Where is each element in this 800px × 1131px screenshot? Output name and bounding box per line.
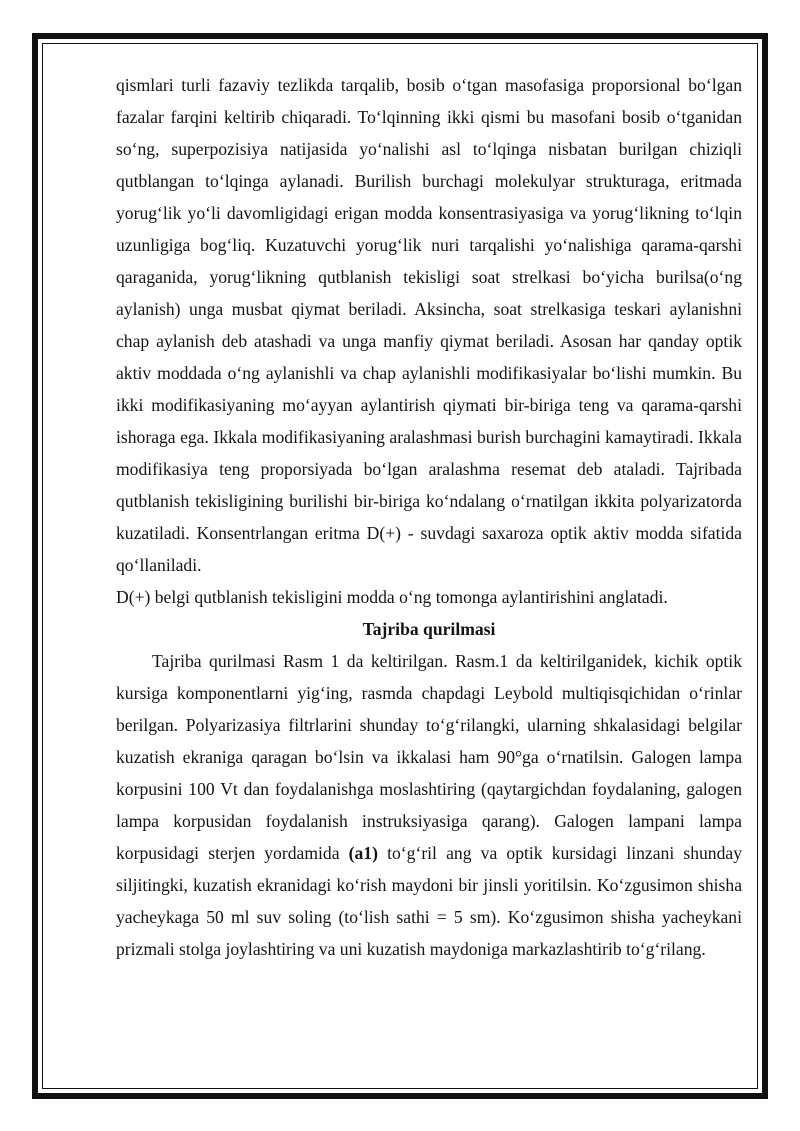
setup-ref-a1: (a1) — [348, 843, 378, 863]
setup-text-part1: Tajriba qurilmasi Rasm 1 da keltirilgan. Rasm.1 da keltirilganidek, kichik optik kursiga komponentlarni yig‘ing, rasmda chapdagi Leybold multiqisqichidan o‘rinlar berilgan. Polyarizasiya filtrlarini shunday to‘g‘rilangki, ularning shkalasidagi belgilar kuzatish ekraniga qaragan bo‘lsin va ikkalasi ham 90°ga o‘rnatilsin. Galogen lampa korpusini 100 Vt dan foydalanishga moslashtiring (qaytargichdan foydalaning, galogen lampa korpusidan foydalanish instruksiyasiga qarang). Galogen lampani lampa korpusidagi sterjen yordamida — [116, 651, 742, 863]
section-heading: Tajriba qurilmasi — [362, 619, 496, 639]
document-body — [116, 69, 742, 965]
setup-text-part2: to‘g‘ril ang va optik kursidagi linzani shunday siljitingki, kuzatish ekranidagi ko‘rish maydoni bir jinsli yoritilsin. Ko‘zgusimon shisha yacheykaga 50 ml suv soling (to‘lish sathi = 5 sm). Ko‘zgusimon shisha yacheykani prizmali stolga joylashtiring va uni kuzatish maydoniga markazlashtirib to‘g‘rilang. — [116, 843, 743, 959]
paragraph-setup — [116, 645, 742, 965]
paragraph-polarization-rotation: qismlari turli fazaviy tezlikda tarqalib, bosib o‘tgan masofasiga proporsional bo‘lgan fazalar farqini keltirib chiqaradi. To‘lqinning ikki qismi bu masofani bosib o‘tganidan so‘ng, superpozisiya natijasida yo‘nalishi asl to‘lqinga nisbatan burilgan chiziqli qutblangan to‘lqinga aylanadi. Burilish burchagi molekulyar strukturaga, eritmada yorug‘lik yo‘li davomligidagi erigan modda konsentrasiyasiga va yorug‘likning to‘lqin uzunligiga bog‘liq. Kuzatuvchi yorug‘lik nuri tarqalishi yo‘nalishiga qarama-qarshi qaraganida, yorug‘likning qutblanish tekisligi soat strelkasi bo‘yicha burilsa(o‘ng aylanish) unga musbat qiymat beriladi. Aksincha, soat strelkasiga teskari aylanishni chap aylanish deb atashadi va unga manfiy qiymat beriladi. Asosan har qanday optik aktiv moddada o‘ng aylanishli va chap aylanishli modifikasiyalar bo‘lishi mumkin. Bu ikki modifikasiyaning mo‘ayyan aylantirish qiymati bir-biriga teng va qarama-qarshi ishoraga ega. Ikkala modifikasiyaning aralashmasi burish burchagini kamaytiradi. Ikkala modifikasiya teng proporsiyada bo‘lgan aralashma resemat deb ataladi. Tajribada qutblanish tekisligining burilishi bir-biriga ko‘ndalang o‘rnatilgan ikkita polyarizatorda kuzatiladi. Konsentrlangan eritma D(+) - suvdagi saxaroza optik aktiv modda sifatida qo‘llaniladi. — [116, 75, 742, 575]
paragraph-dplus-note: D(+) belgi qutblanish tekisligini modda o‘ng tomonga aylantirishini anglatadi. — [116, 587, 668, 607]
